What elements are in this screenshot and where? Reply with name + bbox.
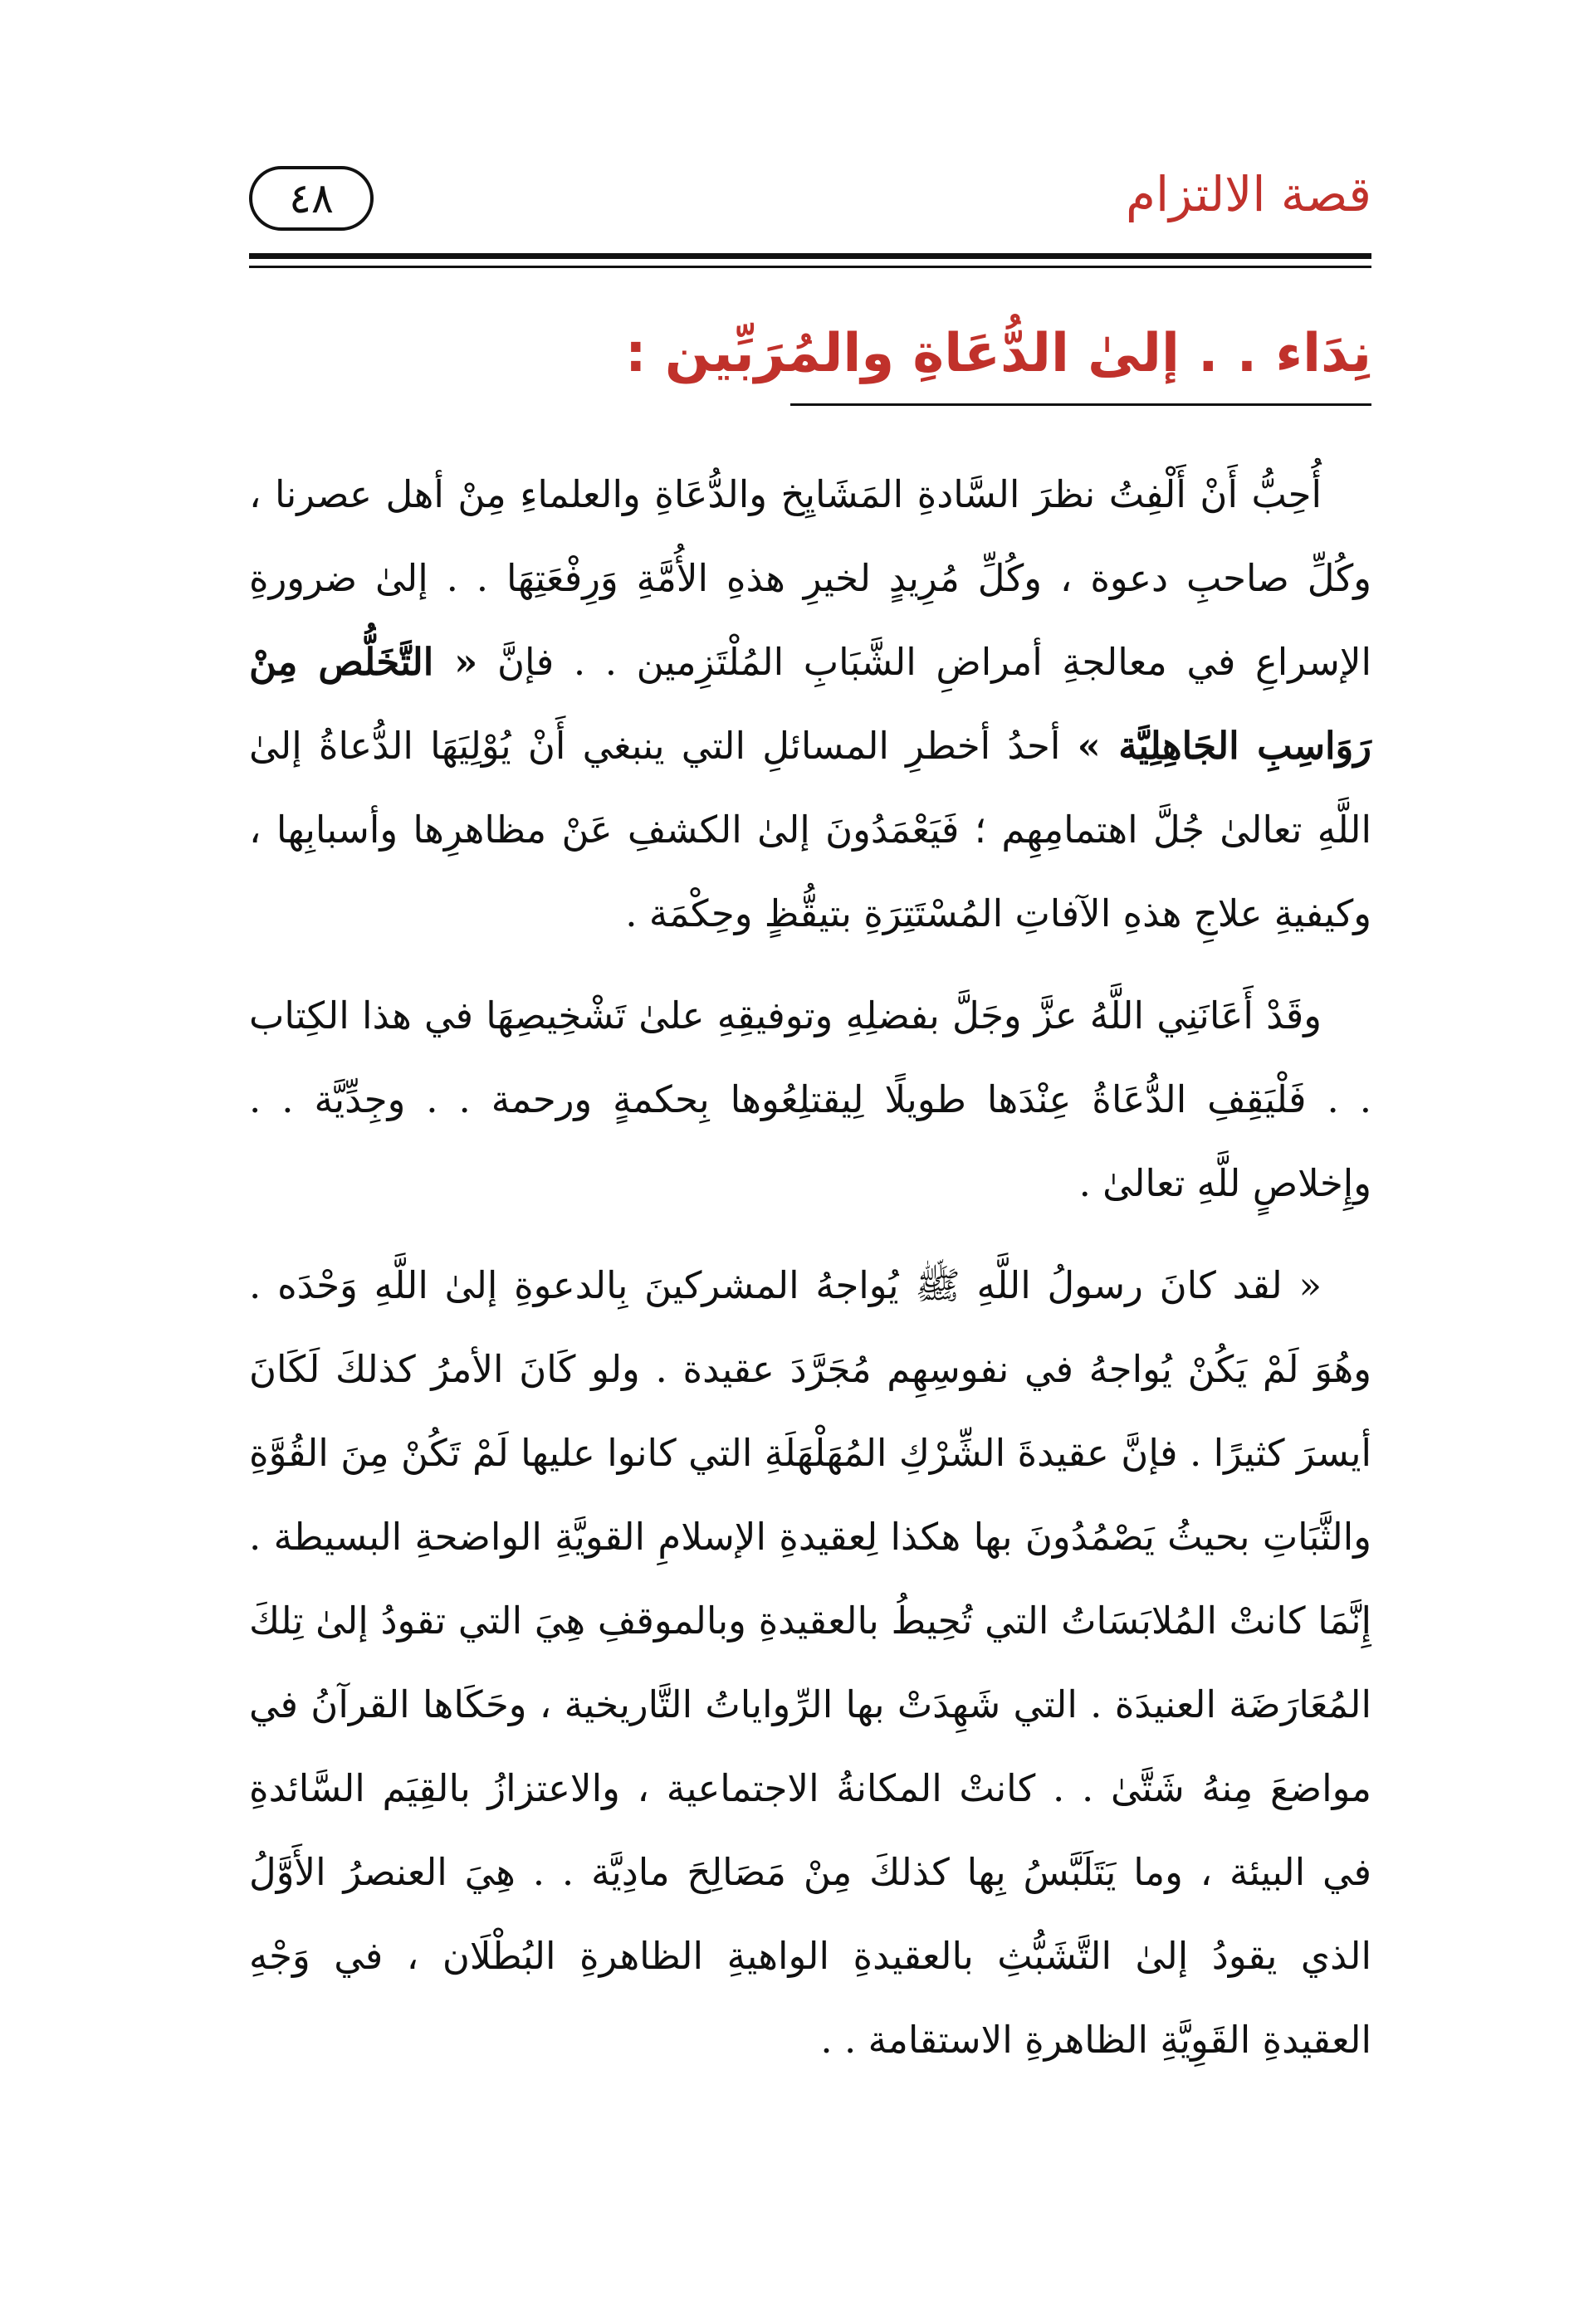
paragraph-1-emphasis: « التَّخَلُّص مِنْ رَوَاسِبِ الجَاهِلِيَّة »	[249, 640, 1371, 768]
header-rule-thick	[249, 253, 1371, 259]
paragraph-2: وقَدْ أَعَانَنِي اللَّهُ عزَّ وجَلَّ بفضلِهِ وتوفيقِهِ علىٰ تَشْخِيصِهَا في هذا الكِتاب . . فَلْيَقِفِ الدُّعَاةُ عِنْدَها طويلًا لِيقتلِعُوها بِحكمةٍ ورحمة . . وجِدِّيَّة . . وإِخلاصٍ للَّهِ تعالىٰ .	[249, 994, 1371, 1205]
page-header	[249, 149, 1371, 257]
paragraph-1	[249, 452, 1371, 955]
section-heading-block	[625, 320, 1371, 406]
page-content	[249, 452, 1371, 2100]
paragraph-1-text-a: أُحِبُّ أَنْ أَلْفِتُ نظرَ السَّادةِ المَشَايِخ والدُّعَاةِ والعلماءِ مِنْ أهل عصرنا ، وكُلِّ صاحبِ دعوة ، وكُلِّ مُرِيدٍ لخيرِ هذهِ الأُمَّةِ وَرِفْعَتِهَا . . إلىٰ ضرورةِ الإسراعِ في معالجةِ أمراضِ الشَّبَابِ المُلْتَزِمين . . فإنَّ	[249, 472, 1372, 684]
page-number: ٤٨	[289, 174, 334, 222]
header-rule-thin	[249, 266, 1371, 268]
heading-underline	[790, 403, 1371, 406]
paragraph-1-text-b: أحدُ أخطرِ المسائلِ التي ينبغي أَنْ يُوْلِيَهَا الدُّعاةُ إلىٰ اللَّهِ تعالىٰ جُلَّ اهتمامِهِم ؛ فَيَعْمَدُونَ إلىٰ الكشفِ عَنْ مظاهرِها وأسبابِها ، وكيفيةِ علاجِ هذهِ الآفاتِ المُسْتَتِرَةِ بتيقُّظٍ وحِكْمَة .	[249, 724, 1371, 935]
page-number-badge	[249, 166, 374, 231]
running-title: قصة الالتزام	[1126, 166, 1371, 222]
paragraph-3-quote: « لقد كانَ رسولُ اللَّهِ ﷺ يُواجهُ المشركينَ بِالدعوةِ إلىٰ اللَّهِ وَحْدَه . وهُوَ لَمْ يَكُنْ يُواجهُ في نفوسِهِم مُجَرَّدَ عقيدة . ولو كَانَ الأمرُ كذلكَ لَكَانَ أيسرَ كثيرًا . فإنَّ عقيدةَ الشِّرْكِ المُهَلْهَلَةِ التي كانوا عليها لَمْ تَكُنْ مِنَ القُوَّةِ والثَّبَاتِ بحيثُ يَصْمُدُونَ بها هكذا لِعقيدةِ الإسلامِ القويَّةِ الواضحةِ البسيطة . إِنَّمَا كانتْ المُلابَسَاتُ التي تُحِيطُ بالعقيدةِ وبالموقفِ هِيَ التي تقودُ إلىٰ تِلكَ المُعَارَضَة العنيدَة . التي شَهِدَتْ بها الرِّواياتُ التَّاريخية ، وحَكَاها القرآنُ في مواضعَ مِنهُ شَتَّىٰ . . كانتْ المكانةُ الاجتماعية ، والاعتزازُ بالقِيَم السَّائدةِ في البيئة ، وما يَتَلَبَّسُ بِها كذلكَ مِنْ مَصَالِحَ مادِيَّة . . هِيَ العنصرُ الأَوَّلُ الذي يقودُ إلىٰ التَّشَبُّثِ بالعقيدةِ الواهيةِ الظاهرةِ البُطْلَان ، في وَجْهِ العقيدةِ القَوِيَّةِ الظاهرةِ الاستقامة . .	[249, 1263, 1371, 2062]
section-heading: نِدَاء . . إلىٰ الدُّعَاةِ والمُرَبِّين :	[625, 323, 1371, 384]
